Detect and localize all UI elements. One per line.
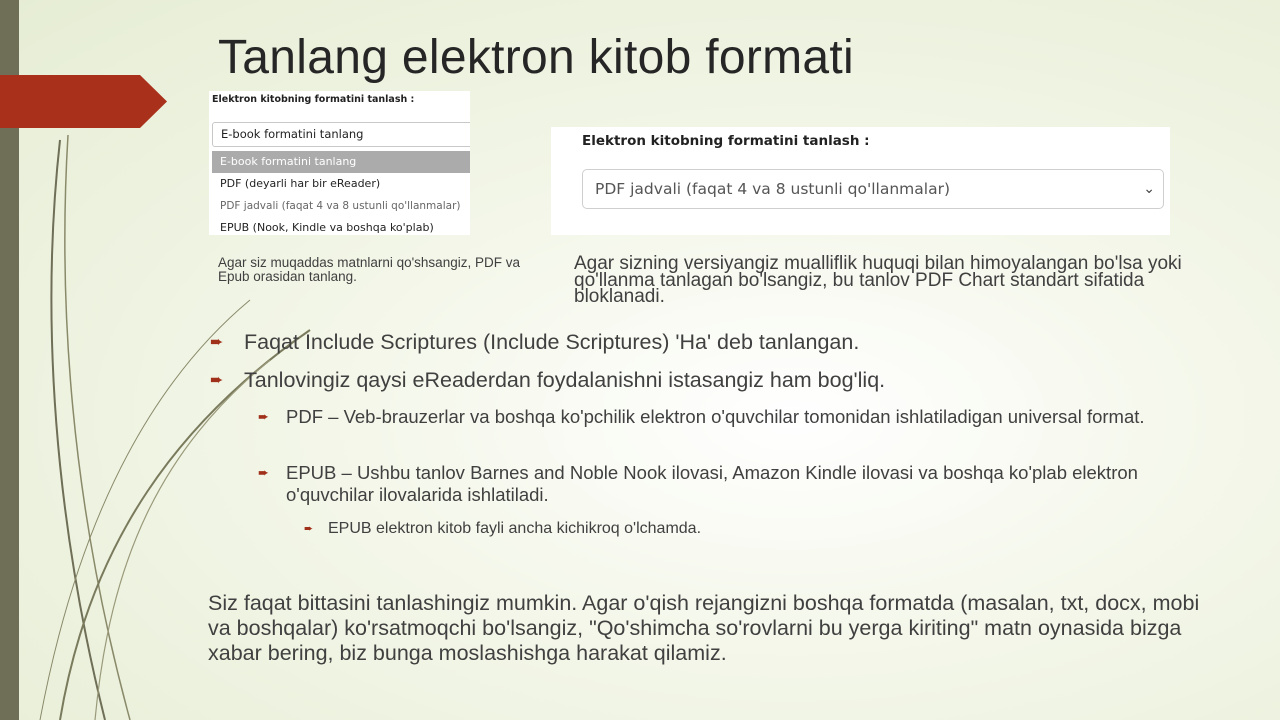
bullet-arrow-icon: ➨ (258, 465, 269, 480)
caption-left: Agar siz muqaddas matnlarni qo'shsangiz, PDF va Epub orasidan tanlang. (218, 255, 520, 284)
select-value: PDF jadvali (faqat 4 va 8 ustunli qo'llanmalar) (595, 180, 951, 198)
format-select-screenshot (551, 127, 1170, 235)
bullet-arrow-icon: ➨ (210, 372, 224, 389)
bullet-arrow-icon: ➨ (210, 334, 224, 351)
format-select[interactable] (582, 169, 1164, 209)
caption-right: Agar sizning versiyangiz mualliflik huquqi bilan himoyalangan bo'lsa yoki qo'llanma tanlagan bo'lsangiz, bu tanlov PDF Chart standart sifatida bloklanadi. (574, 253, 1182, 307)
bullet-item: ➨ Faqat Include Scriptures (Include Scriptures) 'Ha' deb tanlangan. (210, 330, 860, 354)
select-label: Elektron kitobning formatini tanlash : (582, 133, 870, 149)
bullet-item: ➨ Tanlovingiz qaysi eReaderdan foydalanishni istasangiz ham bog'liq. (210, 368, 886, 392)
sub-bullet-item: ➨ EPUB – Ushbu tanlov Barnes and Noble Nook ilovasi, Amazon Kindle ilovasi va boshqa ko'plab elektron o'quvchilar ilovalarida ishlatiladi. (258, 462, 1138, 505)
sub-sub-bullet-item: ➨ EPUB elektron kitob fayli ancha kichikroq o'lchamda. (304, 520, 702, 537)
dropdown-option[interactable]: EPUB (Nook, Kindle va boshqa ko'plab) (220, 221, 434, 234)
slide-title: Tanlang elektron kitob formati (218, 31, 854, 84)
dropdown-option[interactable]: PDF jadvali (faqat 4 va 8 ustunli qo'llanmalar) (220, 200, 461, 212)
footer-paragraph: Siz faqat bittasini tanlashingiz mumkin. Agar o'qish rejangizni boshqa formatda (masalan, txt, docx, mobi va boshqalar) ko'rsatmoqchi bo'lsangiz, "Qo'shimcha so'rovlarni bu yerga kiriting" matn oynasida bizga xabar bering, biz bunga moslashishga harakat qilamiz. (208, 591, 1200, 665)
dropdown-label: Elektron kitobning formatini tanlash : (212, 94, 415, 105)
format-dropdown-screenshot (209, 91, 470, 235)
sub-bullet-item: ➨ PDF – Veb-brauzerlar va boshqa ko'pchilik elektron o'quvchilar tomonidan ishlatiladigan universal format. (258, 406, 1145, 427)
dropdown-option[interactable]: E-book formatini tanlang (212, 151, 470, 173)
chevron-down-icon: ⌄ (1143, 181, 1155, 197)
bullet-arrow-icon: ➨ (258, 409, 269, 424)
accent-arrow (0, 75, 167, 128)
dropdown-option[interactable]: PDF (deyarli har bir eReader) (220, 177, 381, 190)
bullet-arrow-icon: ➨ (304, 523, 314, 535)
format-select-box[interactable]: E-book formatini tanlang (212, 122, 470, 147)
